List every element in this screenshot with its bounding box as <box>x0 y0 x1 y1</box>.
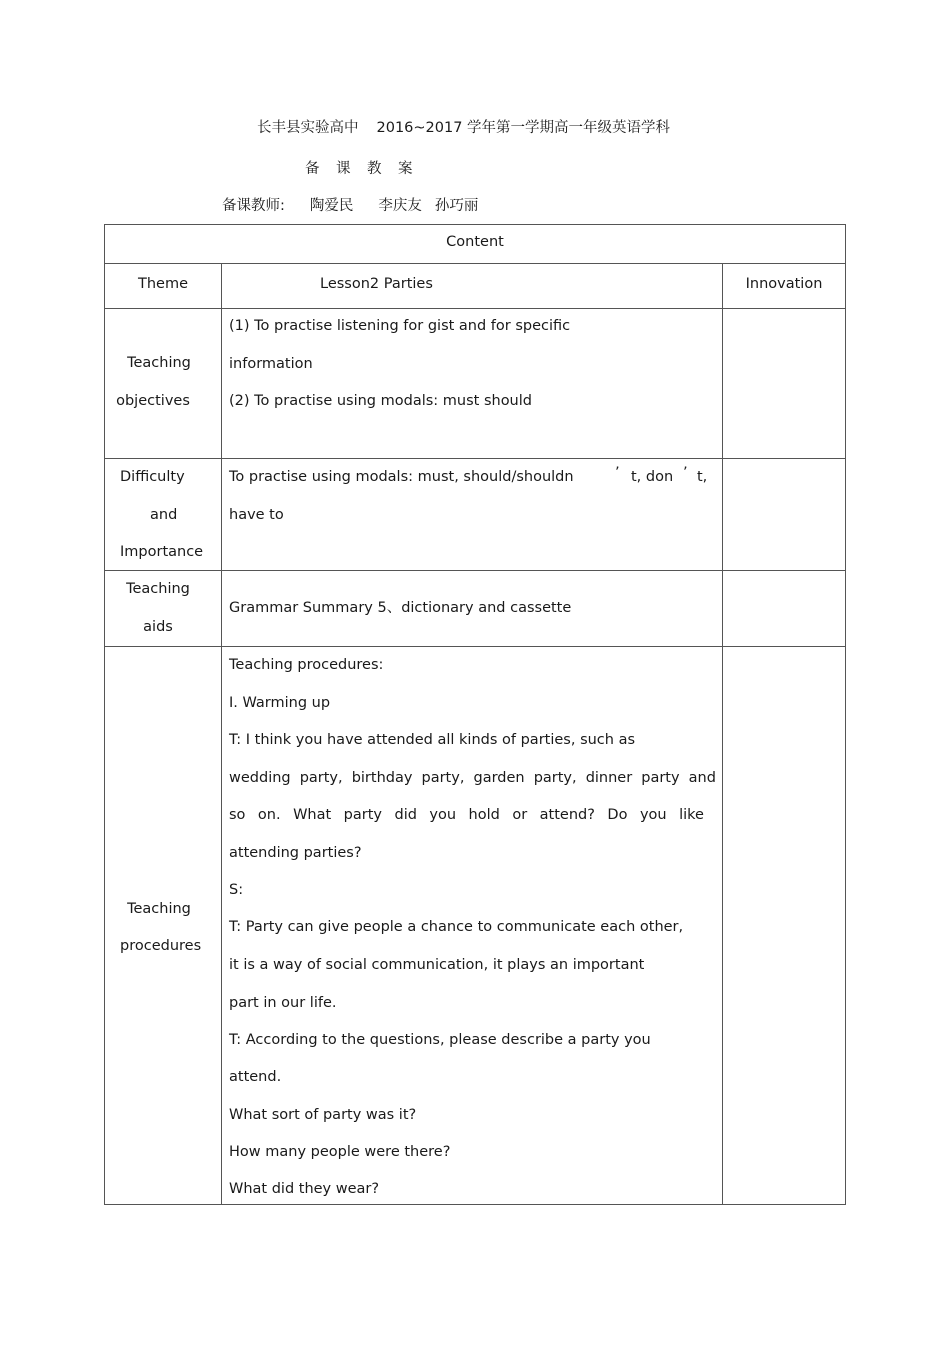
row-divider <box>105 458 845 459</box>
document-title <box>257 116 670 137</box>
label-line: Difficulty <box>120 469 185 485</box>
teachers-line <box>222 194 478 215</box>
procedure-line: attending parties? <box>229 845 362 861</box>
doc-type: 备 课 教 案 <box>305 161 414 177</box>
objectives-label <box>105 353 213 373</box>
procedure-line: T: I think you have attended all kinds of parties, such as <box>229 732 636 748</box>
word: on. <box>257 807 281 823</box>
theme-value: Lesson2 Parties <box>320 276 433 292</box>
difficulty-line1-part3: t, <box>697 469 708 485</box>
procedure-line: it is a way of social communication, it plays an important <box>229 957 645 973</box>
word: garden <box>473 770 525 786</box>
difficulty-line1-part1: To practise using modals: must, should/shouldn <box>229 469 574 485</box>
word: party <box>641 770 680 786</box>
objective-line: (1) To practise listening for gist and for specific <box>229 318 571 334</box>
innovation-label: Innovation <box>745 276 823 292</box>
word: Do <box>607 807 628 823</box>
apostrophe: ’ <box>615 465 620 481</box>
procedure-line: How many people were there? <box>229 1144 451 1160</box>
difficulty-line2: have to <box>229 507 284 523</box>
word: attend? <box>539 807 595 823</box>
procedure-line: S: <box>229 882 244 898</box>
word: party <box>343 807 382 823</box>
word: party, <box>421 770 465 786</box>
justified-line <box>229 805 704 825</box>
procedure-line: What sort of party was it? <box>229 1107 417 1123</box>
apostrophe: ’ <box>683 465 688 481</box>
row-divider <box>105 263 845 264</box>
theme-label: Theme <box>137 276 188 292</box>
label-line: procedures <box>120 938 202 954</box>
label-line: Teaching <box>127 355 191 371</box>
section-heading: Ⅰ. Warming up <box>229 695 331 711</box>
word: and <box>688 770 716 786</box>
label-line: Teaching <box>126 581 190 597</box>
term-subject: 2016~2017 学年第一学期高一年级英语学科 <box>376 120 671 136</box>
word: you <box>429 807 457 823</box>
word: party, <box>299 770 343 786</box>
word: you <box>639 807 667 823</box>
word: What <box>293 807 332 823</box>
row-divider <box>105 646 845 647</box>
content-header: Content <box>446 234 504 250</box>
word: hold <box>468 807 500 823</box>
column-divider <box>722 263 723 1204</box>
procedure-line: T: According to the questions, please describe a party you <box>229 1032 651 1048</box>
procedure-line: part in our life. <box>229 995 337 1011</box>
column-divider <box>221 263 222 1204</box>
word: so <box>229 807 246 823</box>
word: party, <box>533 770 577 786</box>
word: wedding <box>229 770 291 786</box>
word: or <box>512 807 528 823</box>
label-line: Teaching <box>127 901 191 917</box>
objective-line: (2) To practise using modals: must should <box>229 393 532 409</box>
procedure-line: attend. <box>229 1069 282 1085</box>
label-line: aids <box>143 619 173 635</box>
procedures-heading: Teaching procedures: <box>229 657 384 673</box>
word: did <box>394 807 417 823</box>
row-divider <box>105 308 845 309</box>
teacher-name: 孙巧丽 <box>434 198 479 214</box>
school-name: 长丰县实验高中 <box>257 120 359 136</box>
word: like <box>679 807 704 823</box>
objective-line: information <box>229 356 313 372</box>
lesson-plan-table <box>104 224 846 1205</box>
word: dinner <box>585 770 633 786</box>
aids-value: Grammar Summary 5、dictionary and cassette <box>229 600 572 616</box>
word: birthday <box>351 770 413 786</box>
teacher-name: 陶爱民 <box>309 198 354 214</box>
teacher-name: 李庆友 <box>378 198 422 214</box>
procedure-line: What did they wear? <box>229 1181 380 1197</box>
justified-line <box>229 768 716 788</box>
difficulty-line1-part2: t, don <box>631 469 674 485</box>
teachers-label: 备课教师: <box>222 198 285 214</box>
label-line: objectives <box>116 393 190 409</box>
procedure-line: T: Party can give people a chance to communicate each other, <box>229 919 684 935</box>
label-line: and <box>150 507 178 523</box>
label-line: Importance <box>120 544 204 560</box>
row-divider <box>105 570 845 571</box>
